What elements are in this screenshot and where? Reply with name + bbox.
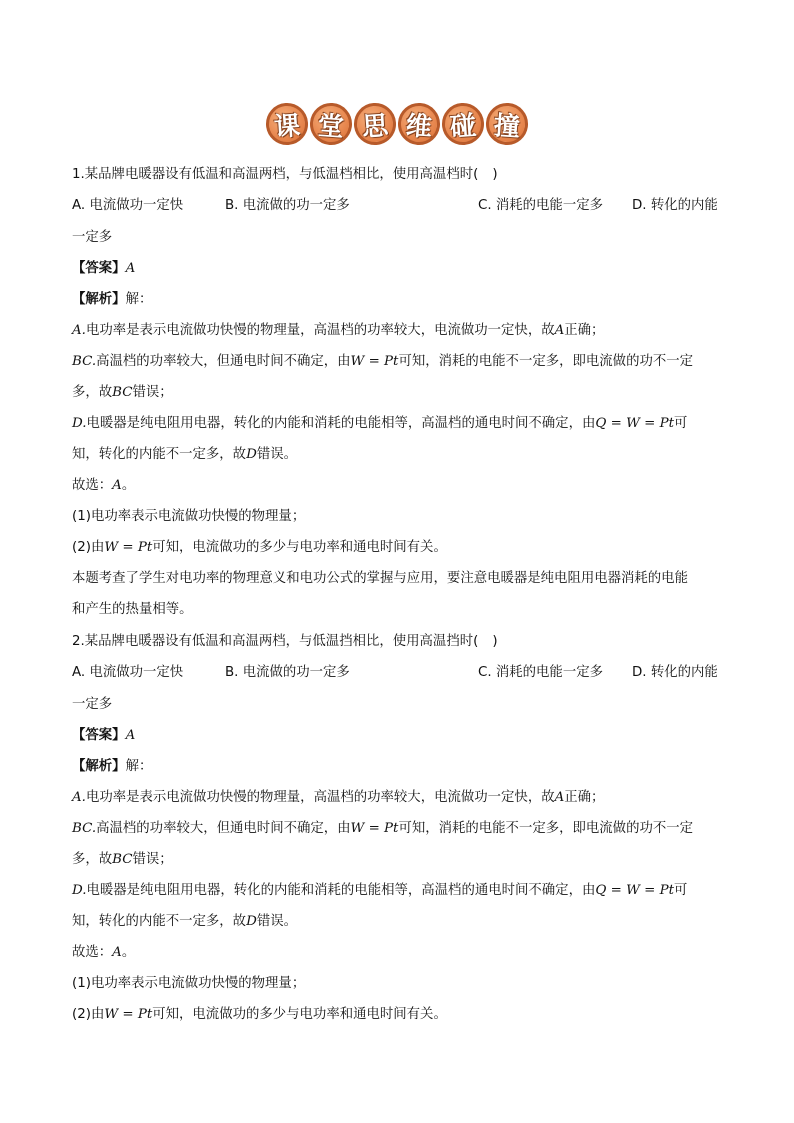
- q2-note-2: [72, 1005, 447, 1025]
- option-letter: D: [246, 447, 257, 462]
- q2-analysis-bc-cont: [72, 850, 173, 870]
- choice-end: 。: [121, 478, 136, 493]
- q1-analysis-d-cont: [72, 445, 297, 465]
- analysis-text: 错误。: [256, 914, 297, 929]
- question-2-stem: [72, 632, 498, 652]
- q2-option-a: A. 电流做功一定快: [72, 665, 184, 680]
- analysis-text: 知，转化的内能不一定多，故: [72, 447, 247, 462]
- answer-value: A: [125, 728, 136, 743]
- question-stem-close: ): [492, 167, 498, 182]
- answer-tag: 【答案】: [72, 728, 126, 743]
- q1-option-b: B. 电流做的功一定多: [225, 198, 350, 213]
- banner-char: 撞: [485, 102, 530, 147]
- q2-choice: [72, 943, 135, 963]
- note-text: 可知，电流做功的多少与电功率和通电时间有关。: [152, 1007, 447, 1022]
- analysis-text: 电暖器是纯电阻用电器，转化的内能和消耗的电能相等，高温档的通电时间不确定，由: [86, 883, 596, 898]
- analysis-text: 电功率是表示电流做功快慢的物理量，高温档的功率较大，电流做功一定快，故: [85, 323, 555, 338]
- formula: W = Pt: [350, 354, 399, 369]
- option-letter: D: [246, 914, 257, 929]
- option-label: BC.: [72, 821, 97, 836]
- q2-analysis-d: [72, 881, 687, 901]
- analysis-text: 正确；: [564, 790, 605, 805]
- option-letter: BC: [112, 852, 133, 867]
- banner-char: 思: [353, 102, 398, 147]
- analysis-text: 多，故: [72, 385, 113, 400]
- q1-analysis-bc-cont: [72, 383, 173, 403]
- analysis-head: 解：: [125, 759, 153, 774]
- q2-answer: [72, 726, 135, 746]
- question-stem-text: 2.某品牌电暖器设有低温和高温两档，与低温挡相比，使用高温挡时(: [72, 634, 479, 649]
- q1-analysis-a: [72, 321, 604, 341]
- banner-char: 课: [265, 102, 310, 147]
- analysis-text: 错误；: [132, 385, 173, 400]
- analysis-text: 可: [673, 416, 688, 431]
- note-text: 由: [90, 540, 105, 555]
- q1-option-d-cont: 一定多: [72, 230, 113, 245]
- note-number: (1): [72, 976, 91, 991]
- analysis-text: 可: [673, 883, 688, 898]
- choice-letter: A: [112, 478, 122, 493]
- analysis-tag: 【解析】: [72, 759, 126, 774]
- q1-summary-cont: 和产生的热量相等。: [72, 602, 193, 617]
- q2-analysis-bc: [72, 819, 693, 839]
- banner-char: 堂: [309, 102, 354, 147]
- choice-end: 。: [121, 945, 136, 960]
- q1-summary: 本题考查了学生对电功率的物理意义和电功公式的掌握与应用，要注意电暖器是纯电阻用电器消耗的电能: [72, 571, 688, 586]
- q2-option-c: C. 消耗的电能一定多: [478, 665, 603, 680]
- note-text: 电功率表示电流做功快慢的物理量；: [90, 976, 306, 991]
- choice-label: 故选：: [72, 478, 113, 493]
- q2-analysis-d-cont: [72, 912, 297, 932]
- q1-note-1: [72, 507, 305, 527]
- q1-analysis-bc: [72, 352, 693, 372]
- banner-char: 维: [397, 102, 442, 147]
- option-label: BC.: [72, 354, 97, 369]
- answer-value: A: [125, 261, 136, 276]
- question-stem-text: 1.某品牌电暖器设有低温和高温两档，与低温档相比，使用高温档时(: [72, 167, 479, 182]
- analysis-text: 电暖器是纯电阻用电器，转化的内能和消耗的电能相等，高温档的通电时间不确定，由: [86, 416, 596, 431]
- analysis-text: 高温档的功率较大，但通电时间不确定，由: [96, 354, 351, 369]
- analysis-head: 解：: [125, 292, 153, 307]
- analysis-tag: 【解析】: [72, 292, 126, 307]
- option-letter: BC: [112, 385, 133, 400]
- section-banner: [0, 103, 794, 145]
- q1-choice: [72, 476, 135, 496]
- analysis-text: 错误。: [256, 447, 297, 462]
- option-label: D.: [72, 883, 87, 898]
- question-stem-close: ): [492, 634, 498, 649]
- choice-letter: A: [112, 945, 122, 960]
- question-1-stem: [72, 165, 498, 185]
- q1-option-a: A. 电流做功一定快: [72, 198, 184, 213]
- q2-option-d: D. 转化的内能: [632, 665, 718, 680]
- q2-option-b: B. 电流做的功一定多: [225, 665, 350, 680]
- note-text: 电功率表示电流做功快慢的物理量；: [90, 509, 306, 524]
- q2-note-1: [72, 974, 305, 994]
- q1-answer: [72, 259, 135, 279]
- analysis-text: 高温档的功率较大，但通电时间不确定，由: [96, 821, 351, 836]
- option-letter: A: [554, 323, 565, 338]
- q2-analysis-a: [72, 788, 604, 808]
- analysis-text: 多，故: [72, 852, 113, 867]
- banner-char: 碰: [441, 102, 486, 147]
- note-number: (1): [72, 509, 91, 524]
- analysis-text: 错误；: [132, 852, 173, 867]
- q1-analysis-d: [72, 414, 687, 434]
- answer-tag: 【答案】: [72, 261, 126, 276]
- analysis-text: 正确；: [564, 323, 605, 338]
- analysis-text: 可知，消耗的电能不一定多，即电流做的功不一定: [398, 354, 694, 369]
- option-letter: A: [554, 790, 565, 805]
- q1-option-c: C. 消耗的电能一定多: [478, 198, 603, 213]
- analysis-text: 可知，消耗的电能不一定多，即电流做的功不一定: [398, 821, 694, 836]
- formula: Q = W = Pt: [595, 883, 674, 898]
- note-text: 由: [90, 1007, 105, 1022]
- q1-analysis-heading: [72, 290, 152, 310]
- option-label: A.: [72, 790, 86, 805]
- formula: Q = W = Pt: [595, 416, 674, 431]
- q1-option-d: D. 转化的内能: [632, 198, 718, 213]
- formula: W = Pt: [104, 1007, 153, 1022]
- q2-option-d-cont: 一定多: [72, 697, 113, 712]
- option-label: D.: [72, 416, 87, 431]
- formula: W = Pt: [104, 540, 153, 555]
- q2-analysis-heading: [72, 757, 152, 777]
- q1-note-2: [72, 538, 447, 558]
- analysis-text: 电功率是表示电流做功快慢的物理量，高温档的功率较大，电流做功一定快，故: [85, 790, 555, 805]
- option-label: A.: [72, 323, 86, 338]
- choice-label: 故选：: [72, 945, 113, 960]
- note-number: (2): [72, 1007, 91, 1022]
- note-text: 可知，电流做功的多少与电功率和通电时间有关。: [152, 540, 447, 555]
- formula: W = Pt: [350, 821, 399, 836]
- analysis-text: 知，转化的内能不一定多，故: [72, 914, 247, 929]
- note-number: (2): [72, 540, 91, 555]
